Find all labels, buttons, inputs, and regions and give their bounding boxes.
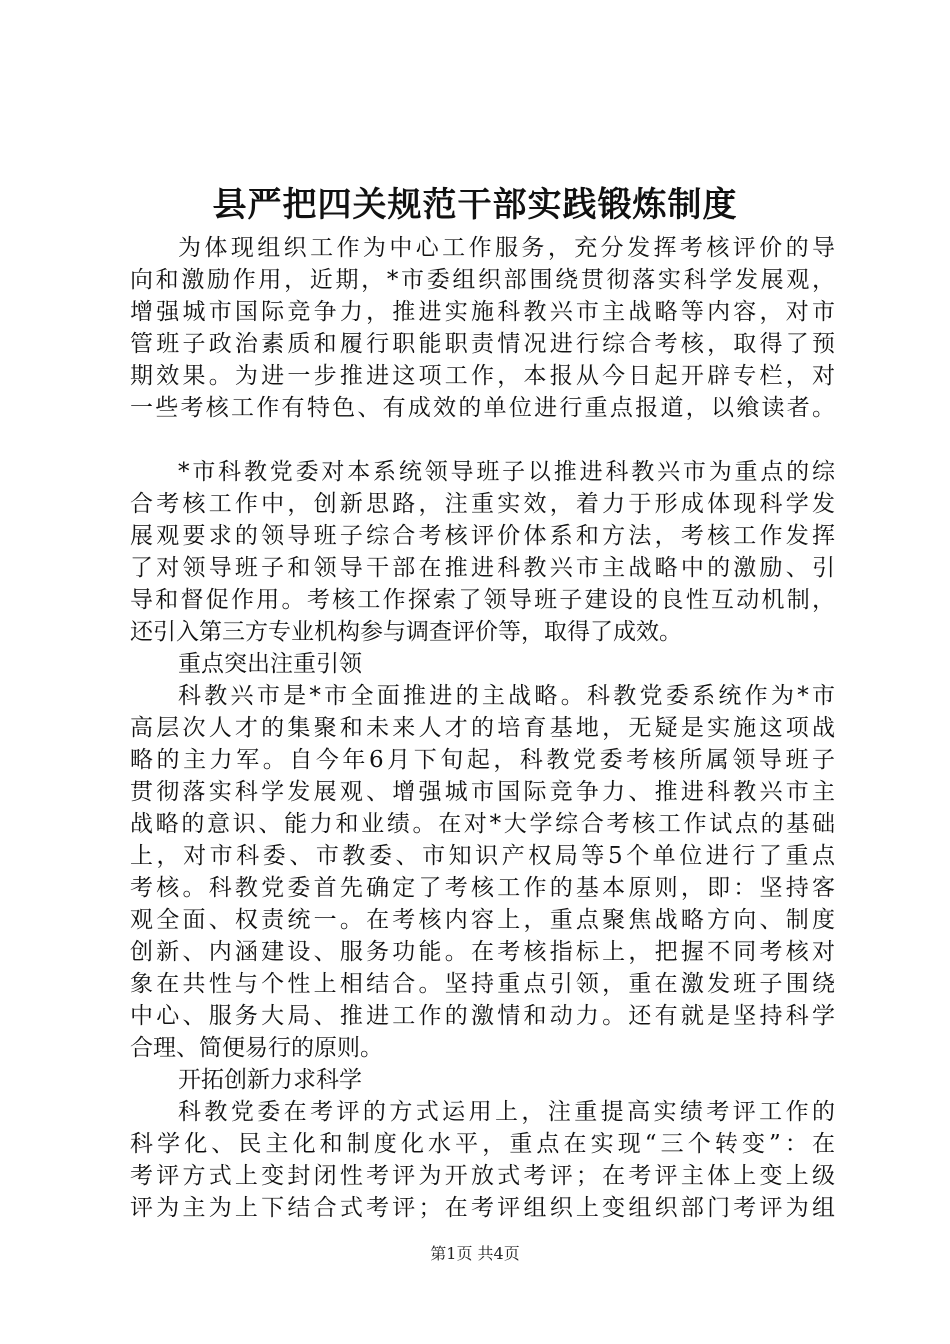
section-heading: 开拓创新力求科学 xyxy=(178,1067,362,1093)
paragraph-focus xyxy=(130,680,835,1064)
text-line: 了对领导班子和领导干部在推进科教兴市主战略中的激励、引 xyxy=(130,555,835,581)
text-line: 管班子政治素质和履行职能职责情况进行综合考核，取得了预 xyxy=(130,331,835,357)
paragraph-innovation xyxy=(130,1096,835,1224)
text-line: 上，对市科委、市教委、市知识产权局等5个单位进行了重点 xyxy=(130,843,835,869)
text-line: 合考核工作中，创新思路，注重实效，着力于形成体现科学发 xyxy=(130,491,835,517)
text-line: 评为主为上下结合式考评；在考评组织上变组织部门考评为组 xyxy=(130,1195,835,1221)
text-line: 贯彻落实科学发展观、增强城市国际竞争力、推进科教兴市主 xyxy=(130,779,835,805)
text-line: 期效果。为进一步推进这项工作，本报从今日起开辟专栏，对 xyxy=(130,363,835,389)
text-line: 象在共性与个性上相结合。坚持重点引领，重在激发班子围绕 xyxy=(130,971,835,997)
text-line: 合理、简便易行的原则。 xyxy=(130,1035,383,1061)
text-line: 考核。科教党委首先确定了考核工作的基本原则，即：坚持客 xyxy=(130,875,835,901)
text-line: 还引入第三方专业机构参与调查评价等，取得了成效。 xyxy=(130,619,682,645)
text-line: 战略的意识、能力和业绩。在对*大学综合考核工作试点的基础 xyxy=(130,811,835,837)
section-heading: 重点突出注重引领 xyxy=(178,651,362,677)
text-line: 为体现组织工作为中心工作服务，充分发挥考核评价的导 xyxy=(178,235,835,261)
text-line: 一些考核工作有特色、有成效的单位进行重点报道，以飨读者。 xyxy=(130,395,835,421)
paragraph-intro xyxy=(130,232,835,424)
text-line: 向和激励作用，近期，*市委组织部围绕贯彻落实科学发展观， xyxy=(130,267,835,293)
text-line: 中心、服务大局、推进工作的激情和动力。还有就是坚持科学 xyxy=(130,1003,835,1029)
text-line: 导和督促作用。考核工作探索了领导班子建设的良性互动机制， xyxy=(130,587,835,613)
text-line: 高层次人才的集聚和未来人才的培育基地，无疑是实施这项战 xyxy=(130,715,835,741)
text-line: 展观要求的领导班子综合考核评价体系和方法，考核工作发挥 xyxy=(130,523,835,549)
paragraph-gap xyxy=(130,424,835,456)
page-footer: 第1页 共4页 xyxy=(430,1244,520,1263)
paragraph-overview xyxy=(130,456,835,648)
text-line: 创新、内涵建设、服务功能。在考核指标上，把握不同考核对 xyxy=(130,939,835,965)
document-body xyxy=(130,232,835,1224)
text-line: 考评方式上变封闭性考评为开放式考评；在考评主体上变上级 xyxy=(130,1163,835,1189)
text-line: 科教党委在考评的方式运用上，注重提高实绩考评工作的 xyxy=(178,1099,835,1125)
page-title: 县严把四关规范干部实践锻炼制度 xyxy=(212,185,738,225)
text-line: 科学化、民主化和制度化水平，重点在实现“三个转变”：在 xyxy=(130,1131,835,1157)
text-line: 略的主力军。自今年6月下旬起，科教党委考核所属领导班子 xyxy=(130,747,835,773)
text-line: 观全面、权责统一。在考核内容上，重点聚焦战略方向、制度 xyxy=(130,907,835,933)
text-line: 科教兴市是*市全面推进的主战略。科教党委系统作为*市 xyxy=(178,683,835,709)
text-line: *市科教党委对本系统领导班子以推进科教兴市为重点的综 xyxy=(178,459,835,485)
text-line: 增强城市国际竞争力，推进实施科教兴市主战略等内容，对市 xyxy=(130,299,835,325)
